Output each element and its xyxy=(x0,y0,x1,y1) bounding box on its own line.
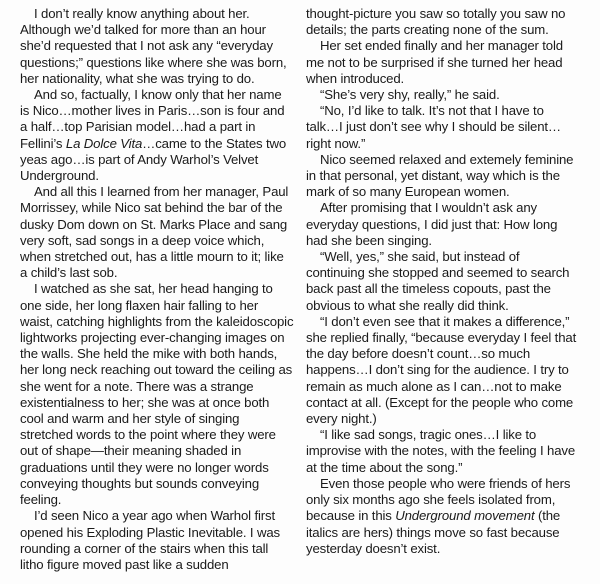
right-column xyxy=(306,6,580,584)
text-run: (the italics are hers) things move so fast because yesterday doesn’t exist. xyxy=(306,508,561,556)
text-run: I watched as she sat, her head hanging to one side, her long flaxen hair falling to her waist, catching highlights from the kaleidoscopic lightworks projecting ever-changing images on the walls. She held the mike with both hands, her long neck reaching out toward the ceiling as she went for a note. There was a strange existentialness to her; she was at once both cool and warm and her style of singing stretched words to the point where they were out of shape—their meaning shaded in graduations until they were no longer words conveying thoughts but sounds conveying feeling. xyxy=(20,281,294,508)
italic-text: La Dolce Vita xyxy=(65,135,143,151)
paragraph-p7 xyxy=(306,38,580,87)
text-run: Her set ended finally and her manager told me not to be surprised if she turned her head when introduced. xyxy=(306,38,563,86)
paragraph-p5 xyxy=(20,508,294,573)
text-run: I’d seen Nico a year ago when Warhol first opened his Exploding Plastic Inevitable. I was rounding a corner of the stairs when this tall litho figure moved past like a sudden xyxy=(20,508,280,572)
italic-text: Underground movement xyxy=(395,508,535,524)
paragraph-p8 xyxy=(306,87,580,103)
text-run: “I don’t even see that it makes a difference,” she replied finally, “because everyday I feel that the day before doesn’t count…so much happens…I don’t sing for the audience. I try to remain as much alone as I can…not to make contact at all. (Except for the people who come every night.) xyxy=(306,313,577,427)
paragraph-p13 xyxy=(306,314,580,427)
text-run: …came to the States two yeas ago…is part of Andy Warhol’s Velvet Underground. xyxy=(20,135,287,184)
left-column xyxy=(20,6,294,584)
text-run: “She’s very shy, really,” he said. xyxy=(320,87,500,103)
text-run: “No, I’d like to talk. It’s not that I have to talk…I just don’t see why I should be silent…right now.” xyxy=(306,103,561,151)
paragraph-p3 xyxy=(20,184,294,281)
paragraph-p2 xyxy=(20,87,294,184)
text-run: Even those people who were friends of hers only six months ago she feels isolated from, because in this xyxy=(306,475,571,524)
paragraph-p1 xyxy=(20,6,294,87)
paragraph-p15 xyxy=(306,476,580,557)
paragraph-p12 xyxy=(306,249,580,314)
paragraph-p11 xyxy=(306,200,580,249)
text-run: And all this I learned from her manager, Paul Morrissey, while Nico sat behind the bar of the dusky Dom down on St. Marks Place and sang very soft, sad songs in a deep voice which, when stretched out, has a little mourn to it; like a child’s last sob. xyxy=(20,184,289,281)
text-run: thought-picture you saw so totally you saw no details; the parts creating none of the sum. xyxy=(306,6,566,38)
text-run: After promising that I wouldn’t ask any everyday questions, I did just that: How long had she been singing. xyxy=(306,200,558,248)
paragraph-p6 xyxy=(306,6,580,38)
paragraph-p10 xyxy=(306,152,580,201)
text-run: I don’t really know anything about her. Although we’d talked for more than an hour she’d requested that I not ask any “everyday questions;” questions like where she was born, her nationality, what she was trying to do. xyxy=(20,6,287,86)
paragraph-p4 xyxy=(20,281,294,508)
text-run: “Well, yes,” she said, but instead of continuing she stopped and seemed to search back past all the timeless copouts, past the obvious to what she really did think. xyxy=(306,249,570,313)
text-run: And so, factually, I know only that her name is Nico…mother lives in Paris…son is four and a half…top Parisian model…had a part in Fellini’s xyxy=(20,87,285,151)
text-run: “I like sad songs, tragic ones…I like to improvise with the notes, with the feeling I have at the time about the song.” xyxy=(306,427,576,475)
text-run: Nico seemed relaxed and extemely feminine in that personal, yet distant, way which is the mark of so many European women. xyxy=(306,151,574,200)
paragraph-p9 xyxy=(306,103,580,152)
paragraph-p14 xyxy=(306,427,580,476)
